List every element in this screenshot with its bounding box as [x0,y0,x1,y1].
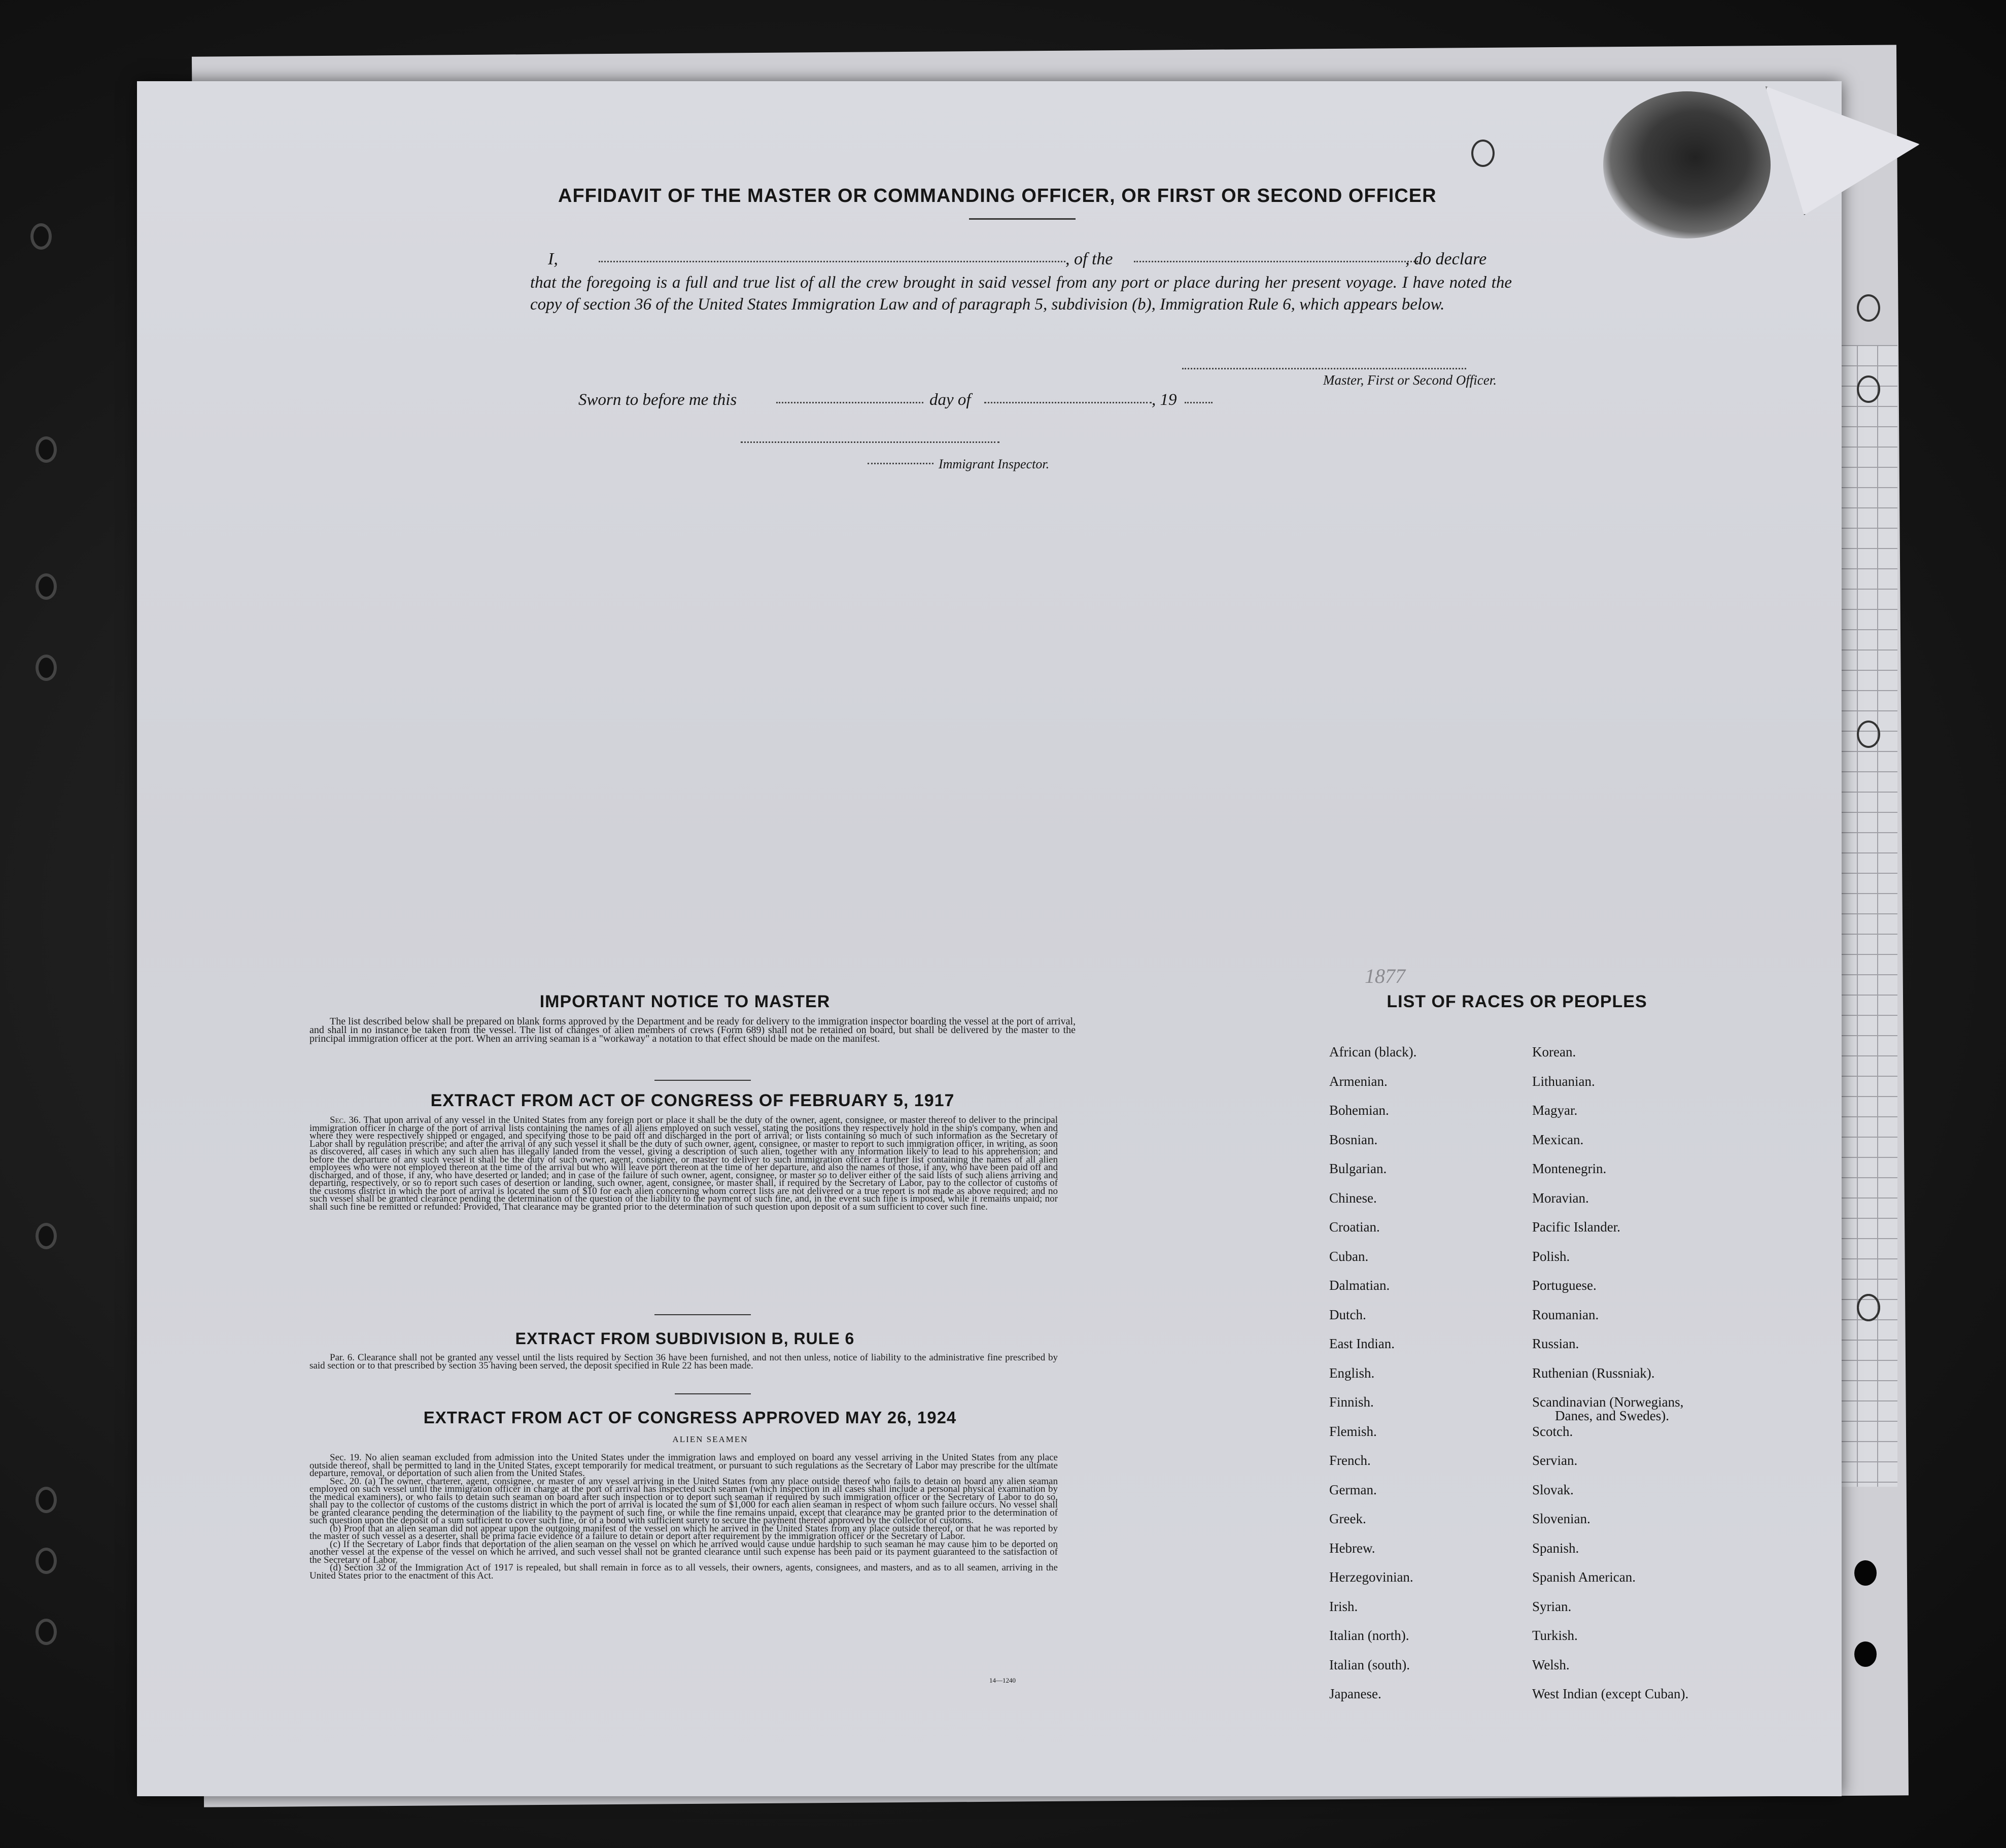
race-item: Bulgarian. [1329,1161,1387,1176]
notice-body [309,1017,1076,1043]
divider [969,218,1076,220]
notice-title: IMPORTANT NOTICE TO MASTER [539,992,831,1011]
binder-hole-icon [36,1223,57,1249]
race-item: Welsh. [1532,1657,1570,1672]
declaration-text: that the foregoing is a full and true list of all the crew brought in said vessel from any port or place during her present voyage. I have noted the copy of section 36 of the United States Immigration Law and of paragraph 5, subdivision (b), Immigration Rule 6, which appears below. [530,273,1512,314]
month-field[interactable] [984,402,1152,403]
sec20c-text: (c) If the Secretary of Labor finds that deportation of the alien seaman on the vessel on which he arrived would cause undue hardship to such seaman he may cause him to be deported on another vessel at the expense of the vessel on which he arrived, and such vessel shall not be granted clearance until such expense has been paid or its payment guaranteed to the satisfaction of the Secretary of Labor. [309,1538,1058,1565]
race-item: Herzegovinian. [1329,1569,1413,1585]
race-item: Flemish. [1329,1423,1377,1439]
sworn-label: Sworn to before me this [578,391,737,409]
sec20a-text: Sec. 20. (a) The owner, charterer, agent, consignee, or master of any vessel arriving in the United States from any place outside thereof who fails to detain on board any alien seaman employed on such vessel until the immigration officer in charge at the port of arrival has inspected such seaman (which inspection in all cases shall include a personal physical examination by the medical examiners), or who fails to detain such seaman on board after such inspection or to deport such seaman if required by such immigration officer or the Secretary of Labor to do so, shall pay to the collector of customs of the customs district in which the port of arrival is located the sum of $1,000 for each alien seaman in respect of whom such failure occurs. No vessel shall be granted clearance pending the determination of the liability to the payment of such fine, or while the fine remains unpaid, except that clearance may be granted prior to the determination of such question upon the deposit of a sum sufficient to cover such fine, or of a bond with sufficient surety to secure the payment thereof approved by the collector of customs. [309,1476,1058,1526]
races-title: LIST OF RACES OR PEOPLES [1387,992,1647,1011]
pencil-note: 1877 [1365,965,1405,987]
race-item: Roumanian. [1532,1307,1599,1322]
race-item: Italian (south). [1329,1657,1410,1672]
binder-hole-icon [36,1487,57,1513]
race-item: Italian (north). [1329,1628,1409,1643]
race-item: Japanese. [1329,1686,1381,1701]
master-signature-field[interactable] [1182,368,1466,369]
do-declare-label: , do declare [1405,250,1487,268]
race-item: Armenian. [1329,1073,1388,1089]
binder-hole-icon [36,1548,57,1574]
race-item: Scandinavian (Norwegians, [1532,1394,1684,1410]
inspector-label: Immigrant Inspector. [939,457,1050,471]
race-item: Servian. [1532,1453,1578,1468]
race-item: Chinese. [1329,1190,1377,1206]
race-item-continuation: Danes, and Swedes). [1555,1408,1669,1423]
race-item: Scotch. [1532,1423,1573,1439]
master-label: Master, First or Second Officer. [1323,372,1497,388]
sec20b-text: (b) Proof that an alien seaman did not appear upon the outgoing manifest of the vessel on which he arrived in the United States from any place outside thereof, or that he was reported by the master of such vessel as a deserter, shall be prima facie evidence of a failure to detain or deport after requirement by the immigration officer or the Secretary of Labor. [309,1523,1058,1542]
divider [675,1393,751,1394]
race-item: Russian. [1532,1336,1579,1351]
binder-hole-icon [30,223,52,250]
declaration-row [530,250,1507,272]
race-item: Cuban. [1329,1248,1369,1264]
vessel-field[interactable] [1134,261,1418,262]
sworn-row [578,391,1238,413]
race-item: Greek. [1329,1511,1366,1526]
race-item: East Indian. [1329,1336,1395,1351]
race-item: Polish. [1532,1248,1570,1264]
race-item: Lithuanian. [1532,1073,1595,1089]
affidavit-title: AFFIDAVIT OF THE MASTER OR COMMANDING OFFICER, OR FIRST OR SECOND OFFICER [558,185,1437,207]
i-label: I, [548,250,558,268]
divider [654,1314,751,1315]
form-number: 14—1240 [989,1676,1016,1684]
race-item: Croatian. [1329,1219,1380,1235]
race-item: Finnish. [1329,1394,1374,1410]
race-item: Magyar. [1532,1103,1578,1118]
race-item: Irish. [1329,1598,1358,1614]
race-item: Moravian. [1532,1190,1589,1206]
extract-1917-text: That upon arrival of any vessel in the United States from any foreign port or place it shall be the duty of the owner, agent, consignee, or master thereof to deliver to the principal immigration officer in charge of the port of arrival lists containing the names of all aliens employed on such vessel, stating the positions they respectively hold in the ship's company, when and where they were respectively shipped or engaged, and specifying those to be paid off and discharged in the port of arrival; or lists containing so much of such information as the Secretary of Labor shall by regulation prescribe; and after the arrival of any such vessel it shall be the duty of such owner, agent, consignee, or master to report to such immigration officer, in writing, as soon as discovered, all cases in which any such alien has illegally landed from the vessel, giving a description of such alien, together with any information likely to lead to his apprehension; and before the departure of any such vessel it shall be the duty of such owner, agent, consignee, or master to deliver to such immigration officer a further list containing the names of all alien employees who were not employed thereon at the time of the arrival but who will leave port thereon at the time of her departure, and also the names of those, if any, who have been paid off and discharged, and of those, if any, who have deserted or landed; and in case of the failure of such owner, agent, consignee, or master so to deliver either of the said lists of such aliens arriving and departing, respectively, or so to report such cases of desertion or landing, such owner, agent, consignee, or master shall, if required by the Secretary of Labor, pay to the collector of customs of the customs district in which the port of arrival is located the sum of $10 for each alien concerning whom correct lists are not delivered or a true report is not made as above required; and no such vessel shall be granted clearance pending the determination of the question of the liability to the payment of such fine, and, in the event such fine is imposed, while it remains unpaid; nor shall such fine be remitted or refunded: Provided, That clearance may be granted prior to the determination of such question upon deposit of a sum sufficient to cover such fine. [309,1115,1058,1212]
race-item: Bosnian. [1329,1132,1378,1147]
year-label: , 19 [1152,391,1177,409]
sec20d-text: (d) Section 32 of the Immigration Act of 1917 is repealed, but shall remain in force as to all vessels, their owners, agents, consignees, and masters, and as to all seamen, arriving in the United States prior to the enactment of this Act. [309,1562,1058,1581]
race-item: Ruthenian (Russniak). [1532,1365,1655,1381]
race-item: Slovenian. [1532,1511,1590,1526]
ink-stain [1603,91,1771,238]
year-field[interactable] [1185,402,1213,403]
punch-hole-icon [1854,1560,1877,1586]
binder-hole-icon [36,655,57,681]
extract-rule6-text: Par. 6. Clearance shall not be granted any vessel until the lists required by Section 36 have been furnished, and not then unless, notice of liability to the administrative fine prescribed by said section or to that prescribed by section 35 having been served, the deposit specified in Rule 22 has been made. [309,1352,1058,1371]
race-item: Slovak. [1532,1482,1574,1497]
punch-ring-icon [1857,721,1880,748]
race-item: Mexican. [1532,1132,1584,1147]
day-field[interactable] [776,402,923,403]
race-item: Hebrew. [1329,1540,1375,1556]
divider [654,1080,751,1081]
race-item: Portuguese. [1532,1278,1597,1293]
inspector-name-field[interactable] [868,463,933,464]
race-item: English. [1329,1365,1375,1381]
binder-hole-icon [36,573,57,600]
race-item: Dalmatian. [1329,1278,1390,1293]
name-field[interactable] [599,261,1065,262]
sec19-text: Sec. 19. No alien seaman excluded from admission into the United States under the immigration laws and employed on board any vessel arriving in the United States from any place outside thereof, shall be permitted to land in the United States, except temporarily for medical treatment, or pursuant to such regulations as the Secretary of Labor may prescribe for the ultimate departure, removal, or deportation of such alien from the United States. [309,1452,1058,1479]
race-item: Syrian. [1532,1598,1572,1614]
day-of-label: day of [929,391,971,409]
race-item: Spanish. [1532,1540,1579,1556]
inspector-signature-field[interactable] [741,441,999,443]
race-item: Pacific Islander. [1532,1219,1620,1235]
notice-text: The list described below shall be prepared on blank forms approved by the Department and be ready for delivery to the immigration inspector boarding the vessel at the port of arrival, and shall in no instance be taken from the vessel. The list of changes of alien members of crews (Form 689) shall not be retained on board, but shall be delivered by the master to the principal immigration officer at the port. When an arriving seaman is a "workaway" a notation to that effect should be made on the manifest. [309,1016,1076,1044]
race-item: African (black). [1329,1044,1417,1059]
race-item: Bohemian. [1329,1103,1389,1118]
race-item: Spanish American. [1532,1569,1636,1585]
binder-hole-icon [36,436,57,463]
race-item: Korean. [1532,1044,1576,1059]
punch-ring-icon [1857,294,1880,322]
race-item: Dutch. [1329,1307,1366,1322]
punch-hole-icon [1854,1641,1877,1667]
race-item: West Indian (except Cuban). [1532,1686,1689,1701]
binder-hole-icon [36,1619,57,1645]
extract-1917-body [309,1116,1058,1211]
section-label: Sec. 36. [330,1115,361,1125]
extract-1924-title: EXTRACT FROM ACT OF CONGRESS APPROVED MAY 26, 1924 [423,1408,957,1427]
punch-ring-icon [1857,1294,1880,1321]
alien-seamen-subtitle: ALIEN SEAMEN [672,1434,748,1444]
extract-rule6-title: EXTRACT FROM SUBDIVISION B, RULE 6 [515,1329,855,1348]
race-item: German. [1329,1482,1377,1497]
race-item: Montenegrin. [1532,1161,1607,1176]
race-item: French. [1329,1453,1371,1468]
punch-ring-icon [1471,140,1495,167]
of-the-label: , of the [1065,250,1113,268]
extract-1917-title: EXTRACT FROM ACT OF CONGRESS OF FEBRUARY 5, 1917 [430,1091,955,1110]
punch-ring-icon [1857,375,1880,403]
extract-rule6-body [309,1354,1058,1370]
extract-1924-body [309,1454,1058,1580]
race-item: Turkish. [1532,1628,1578,1643]
